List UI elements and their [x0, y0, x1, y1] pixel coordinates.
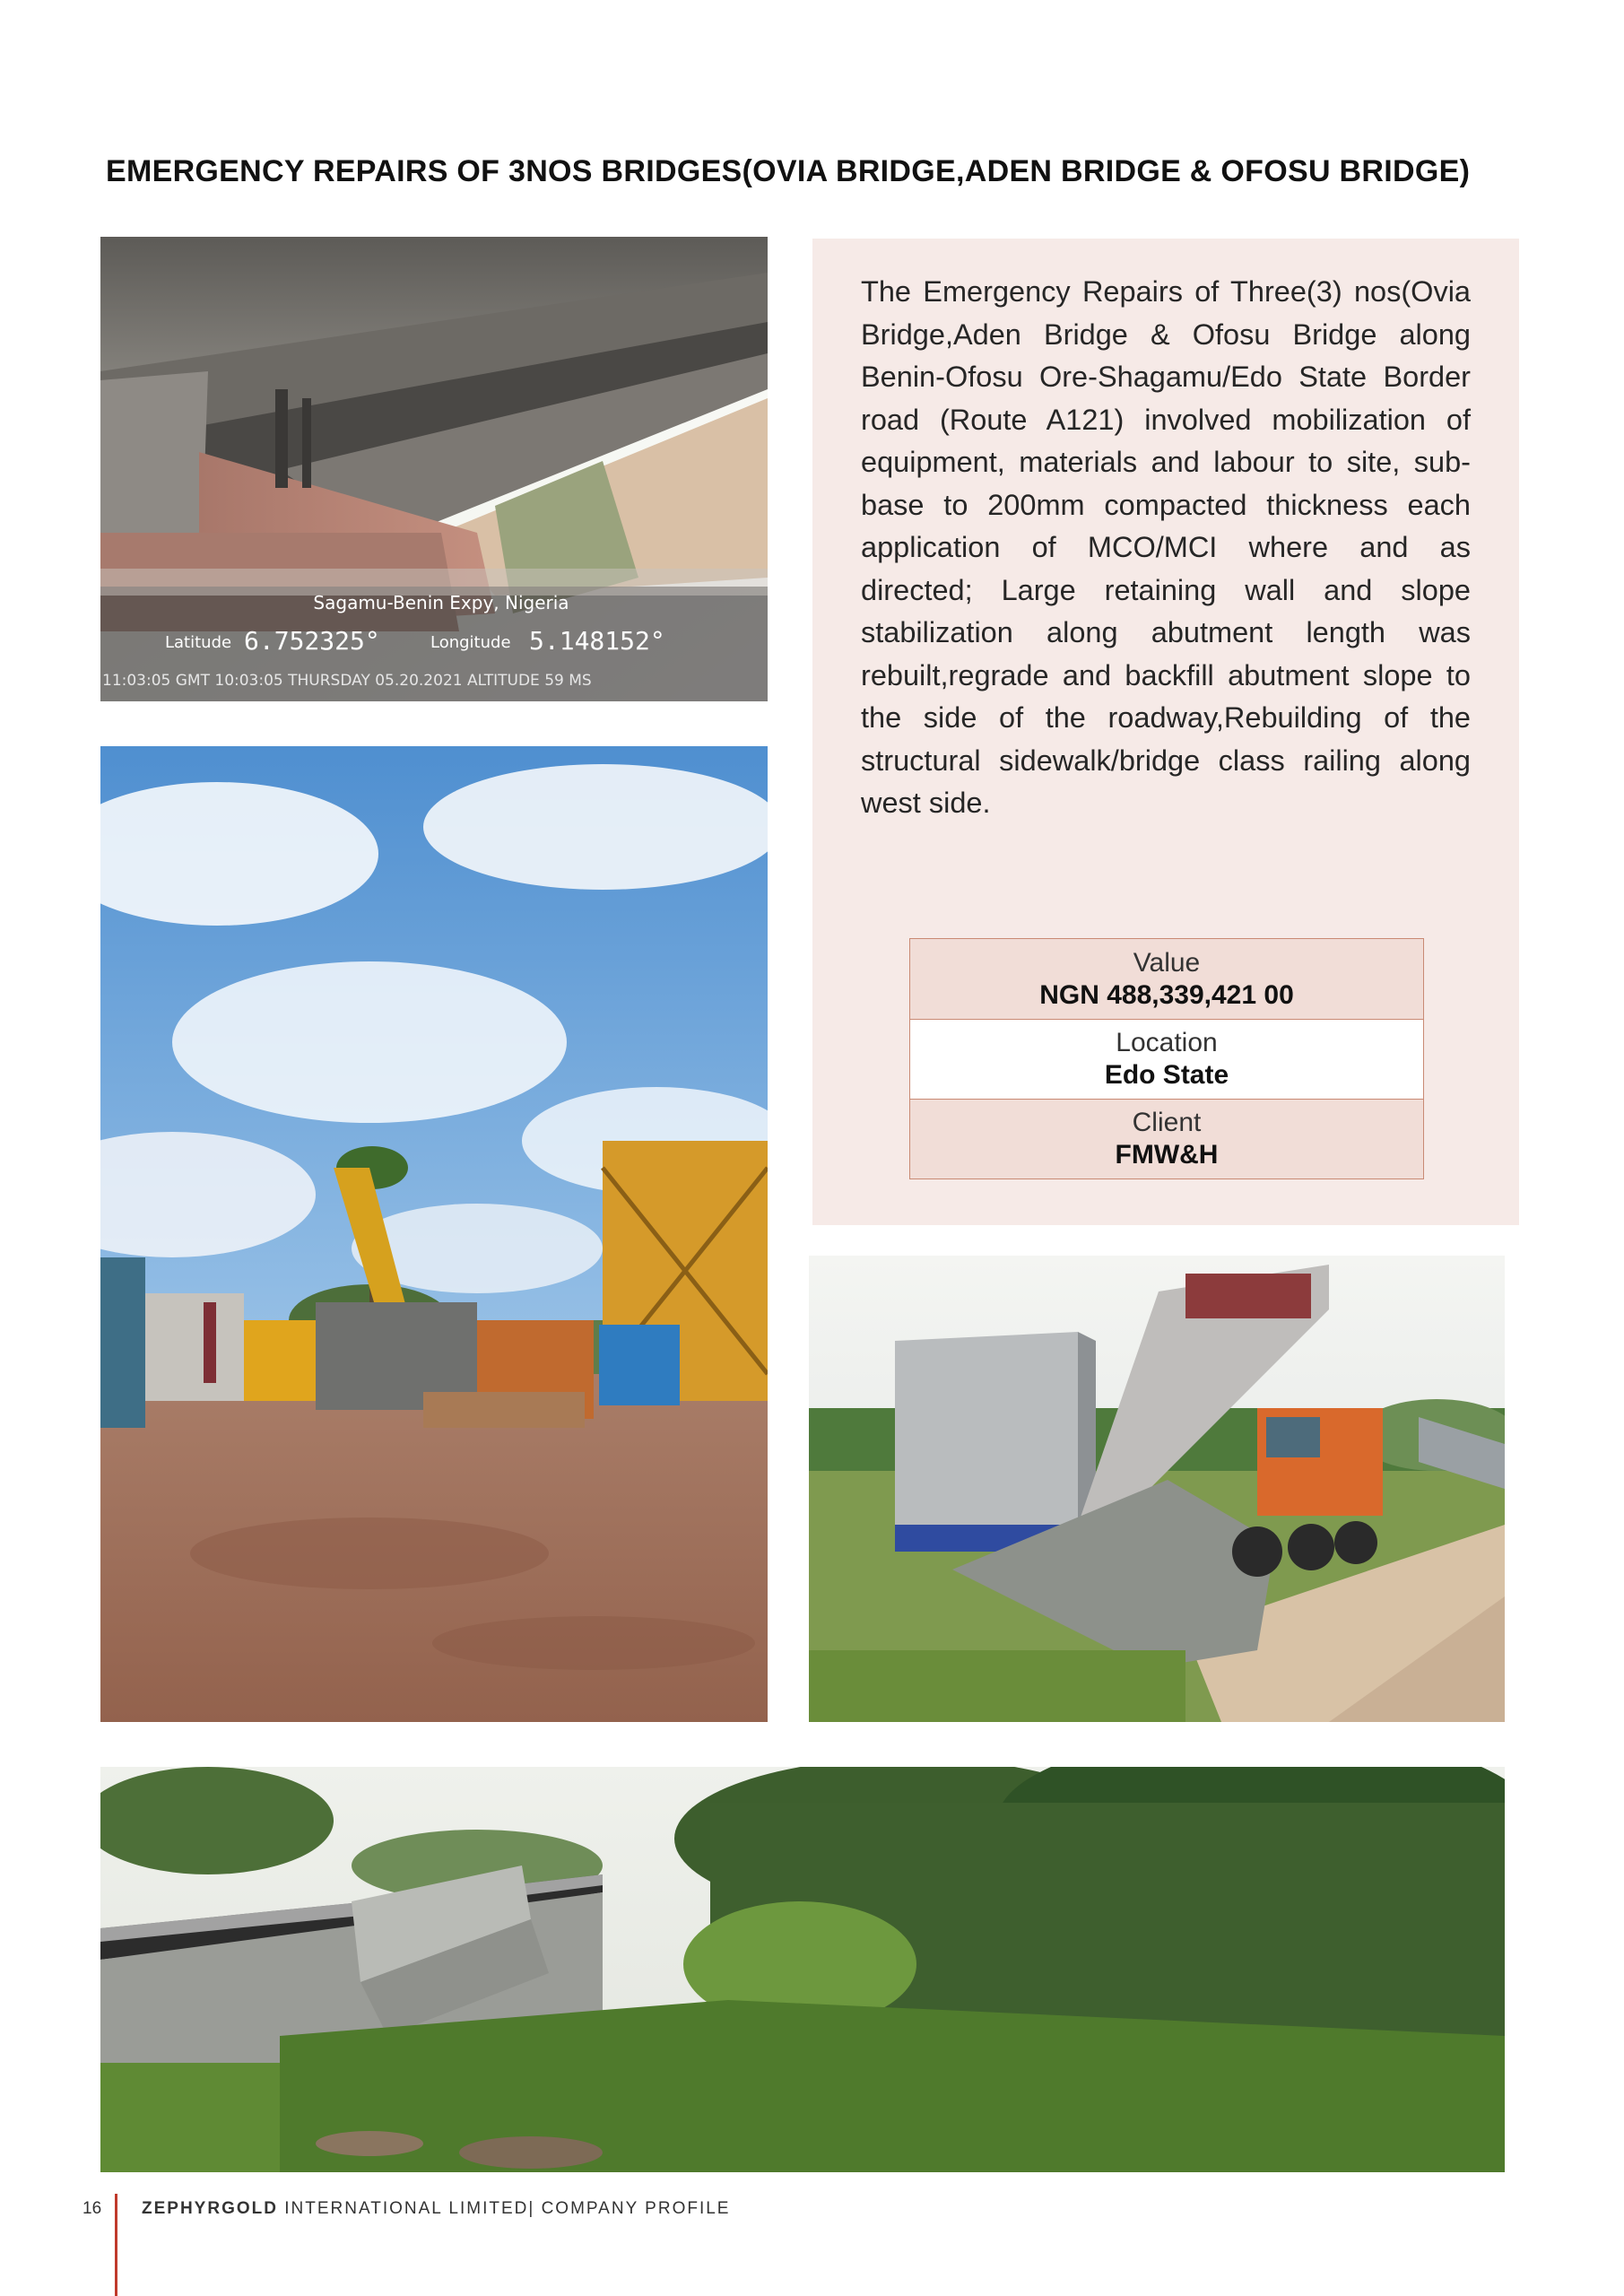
stamp-longitude: 5.148152°: [529, 626, 665, 656]
location-label: Location: [1116, 1028, 1218, 1057]
stamp-location: Sagamu-Benin Expy, Nigeria: [313, 592, 569, 613]
info-row-location: [910, 1019, 1423, 1099]
photo-bridge-vegetation: [100, 1767, 1505, 2172]
project-description: The Emergency Repairs of Three(3) nos(Ovia Bridge,Aden Bridge & Ofosu Bridge along Benin-Ofosu Ore-Shagamu/Edo State Border road (Route A121) involved mobilization of equipment, materials and labour to site, sub-base to 200mm compacted thickness each application of MCO/MCI where and as directed; Large retaining wall and slope stabilization along abutment length was rebuilt,regrade and backfill abutment slope to the side of the roadway,Rebuilding of the structural sidewalk/bridge class railing along west side.: [861, 275, 1471, 819]
value-amount: NGN 488,339,421 00: [1039, 979, 1294, 1010]
footer-company-bold: ZEPHYRGOLD: [142, 2199, 278, 2218]
project-info-table: [909, 938, 1424, 1179]
footer-accent-line: [115, 2194, 117, 2296]
footer-company-rest: INTERNATIONAL LIMITED| COMPANY PROFILE: [277, 2199, 731, 2218]
value-label: Value: [1133, 947, 1201, 978]
client-label: Client: [1132, 1108, 1202, 1137]
footer-company: [142, 2199, 730, 2219]
stamp-latitude-label: Latitude: [165, 633, 232, 652]
location-value: Edo State: [1104, 1060, 1229, 1090]
stamp-datetime: 11:03:05 GMT 10:03:05 THURSDAY 05.20.2021 ALTITUDE 59 MS: [102, 672, 592, 690]
page-title: EMERGENCY REPAIRS OF 3NOS BRIDGES(OVIA BRIDGE,ADEN BRIDGE & OFOSU BRIDGE): [106, 154, 1471, 188]
client-value: FMW&H: [1115, 1140, 1219, 1170]
info-row-client: [910, 1099, 1423, 1178]
photo-tipper-truck: [809, 1256, 1505, 1722]
page-number: 16: [83, 2199, 102, 2218]
photo-under-bridge: [100, 237, 768, 701]
stamp-longitude-label: Longitude: [430, 633, 511, 652]
photo-construction-yard: [100, 746, 768, 1722]
description-panel: [812, 239, 1519, 1225]
info-row-value: [910, 939, 1423, 1019]
stamp-latitude: 6.752325°: [244, 626, 380, 656]
